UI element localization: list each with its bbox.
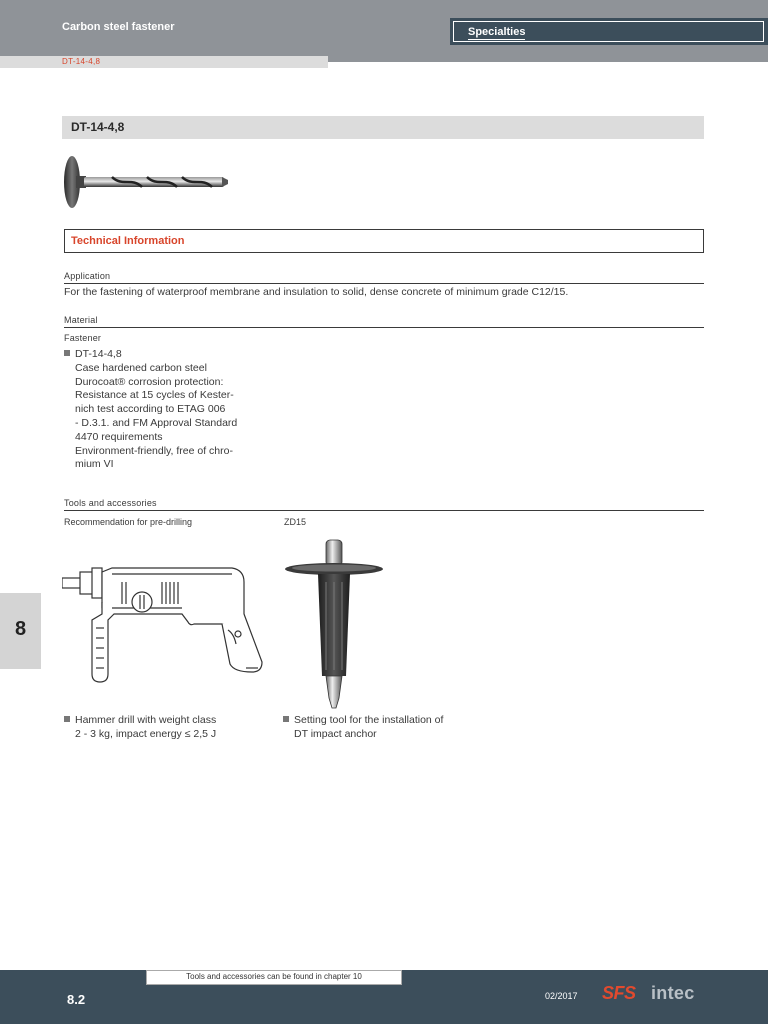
intec-logo-text: intec <box>651 983 695 1003</box>
tools-rule <box>64 510 704 511</box>
product-code-bar <box>0 56 328 68</box>
bullet-icon <box>283 716 289 722</box>
predrill-label: Recommendation for pre-drilling <box>64 517 193 527</box>
tool-label: ZD15 <box>284 517 307 527</box>
tool-desc-line-2: DT impact anchor <box>294 728 377 740</box>
chapter-number: 8 <box>14 618 27 640</box>
drill-desc-line-1: Hammer drill with weight class <box>75 714 217 726</box>
fastener-spec-line: - D.3.1. and FM Approval Standard <box>75 416 238 429</box>
fastener-spec-list <box>64 348 264 472</box>
fastener-label: Fastener <box>64 333 102 343</box>
product-title-bar <box>62 116 704 139</box>
sfs-logo: SFS <box>602 983 636 1003</box>
setting-tool-image <box>284 538 388 710</box>
fastener-spec-line: mium VI <box>75 458 114 471</box>
material-label: Material <box>64 315 98 325</box>
tool-desc-line-1: Setting tool for the installation of <box>294 714 444 726</box>
publication-date: 02/2017 <box>545 991 578 1001</box>
section-tab[interactable] <box>450 18 768 45</box>
fastener-spec-line: Case hardened carbon steel <box>75 361 207 374</box>
technical-info-heading: Technical Information <box>71 235 185 247</box>
fastener-spec-line: 4470 requirements <box>75 430 163 443</box>
fastener-spec-line: Environment-friendly, free of chro- <box>75 444 233 457</box>
product-code-label: DT-14-4,8 <box>62 57 101 66</box>
tools-label: Tools and accessories <box>64 498 157 508</box>
bullet-icon <box>64 716 70 722</box>
category-title: Carbon steel fastener <box>62 21 175 33</box>
fastener-spec-line: nich test according to ETAG 006 <box>75 403 226 416</box>
setting-tool-description <box>283 713 503 741</box>
fastener-spec-line: Resistance at 15 cycles of Kester- <box>75 389 234 402</box>
hammer-drill-description <box>64 713 274 741</box>
page-number: 8.2 <box>67 992 86 1007</box>
hammer-drill-image <box>62 564 268 684</box>
application-label: Application <box>64 271 111 281</box>
material-rule <box>64 327 704 328</box>
bullet-icon <box>64 350 70 356</box>
drill-desc-line-2: 2 - 3 kg, impact energy ≤ 2,5 J <box>75 728 217 740</box>
product-title: DT-14-4,8 <box>71 120 125 134</box>
application-rule <box>64 283 704 284</box>
section-tab-label: Specialties <box>468 26 526 38</box>
section-tab-frame <box>453 21 764 42</box>
fastener-spec-line: DT-14-4,8 <box>64 348 264 362</box>
fastener-spec-line: Durocoat® corrosion protection: <box>75 375 224 388</box>
fastener-image <box>62 152 232 212</box>
footer-note: Tools and accessories can be found in chapter 10 <box>186 972 362 981</box>
application-text: For the fastening of waterproof membrane and insulation to solid, dense concrete of minimum grade C12/15. <box>64 286 569 298</box>
